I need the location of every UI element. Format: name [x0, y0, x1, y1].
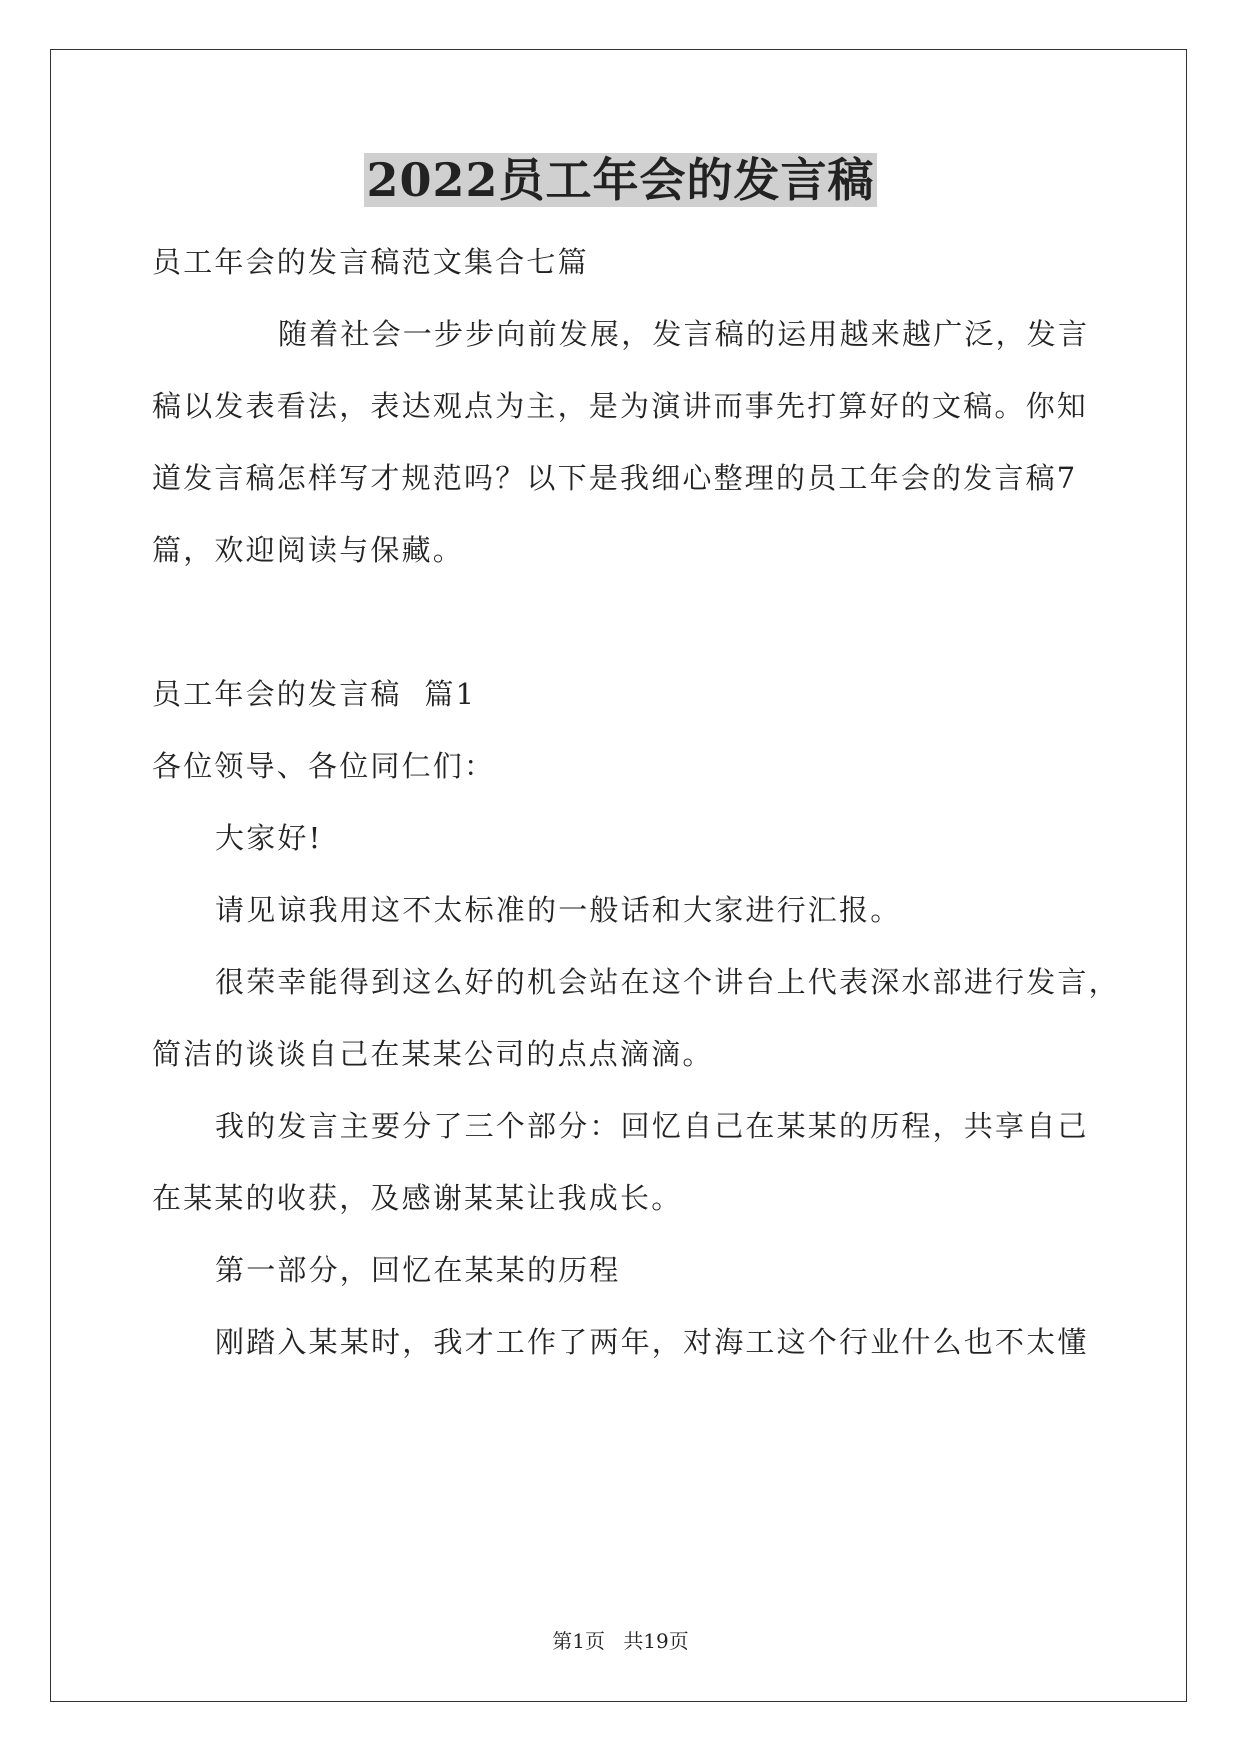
salutation: 各位领导、各位同仁们： — [152, 749, 496, 783]
document-subtitle: 员工年会的发言稿范文集合七篇 — [152, 245, 589, 279]
page-number: 第1页 — [552, 1629, 605, 1653]
body-line: 很荣幸能得到这么好的机会站在这个讲台上代表深水部进行发言， — [215, 965, 1120, 999]
body-line: 请见谅我用这不太标准的一般话和大家进行汇报。 — [215, 893, 902, 927]
body-line: 简洁的谈谈自己在某某公司的点点滴滴。 — [152, 1037, 714, 1071]
page-footer — [0, 1628, 1241, 1654]
body-line: 大家好! — [215, 821, 323, 855]
body-line: 我的发言主要分了三个部分：回忆自己在某某的历程，共享自己 — [215, 1109, 1089, 1143]
body-line: 第一部分，回忆在某某的历程 — [215, 1253, 621, 1287]
document-title — [0, 150, 1241, 210]
intro-line: 篇，欢迎阅读与保藏。 — [152, 533, 465, 567]
body-line: 在某某的收获，及感谢某某让我成长。 — [152, 1181, 683, 1215]
page-border — [50, 49, 1187, 1702]
document-title-text: 2022员工年会的发言稿 — [366, 153, 875, 207]
intro-line: 稿以发表看法，表达观点为主，是为演讲而事先打算好的文稿。你知 — [152, 389, 1089, 423]
intro-line: 道发言稿怎样写才规范吗？以下是我细心整理的员工年会的发言稿7 — [152, 461, 1078, 495]
section-heading: 员工年会的发言稿 篇1 — [152, 677, 477, 711]
body-line: 刚踏入某某时，我才工作了两年，对海工这个行业什么也不太懂 — [215, 1325, 1089, 1359]
page-total: 共19页 — [623, 1629, 689, 1653]
intro-line: 随着社会一步步向前发展，发言稿的运用越来越广泛，发言 — [278, 317, 1090, 351]
